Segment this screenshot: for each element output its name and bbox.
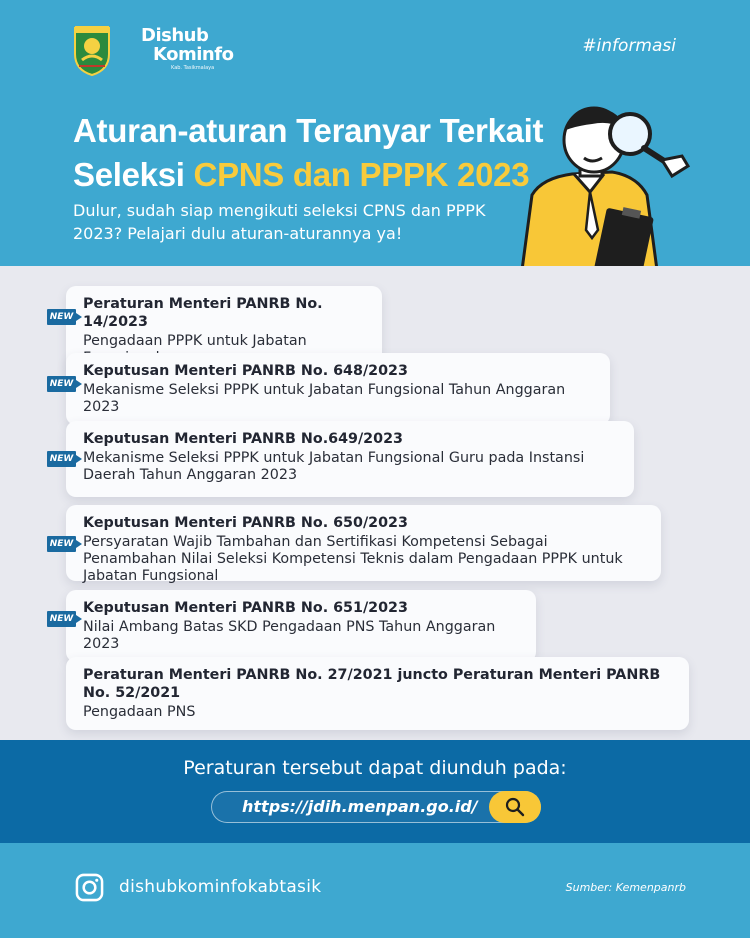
regulation-list — [0, 266, 750, 740]
page-title — [73, 109, 573, 197]
download-text: Peraturan tersebut dapat diunduh pada: — [183, 757, 567, 779]
brand-line2: Kominfo — [153, 44, 234, 65]
title-highlight: CPNS dan PPPK 2023 — [193, 156, 530, 193]
regulation-desc: Pengadaan PNS — [83, 704, 196, 720]
new-badge: NEW — [47, 611, 76, 627]
title-line1: Aturan-aturan Teranyar Terkait — [73, 112, 544, 149]
new-badge: NEW — [47, 451, 76, 467]
regulation-title: Peraturan Menteri PANRB No. 27/2021 juncto Peraturan Menteri PANRB No. 52/2021 — [83, 667, 661, 701]
regulation-desc: Mekanisme Seleksi PPPK untuk Jabatan Fungsional Tahun Anggaran 2023 — [83, 382, 566, 415]
search-icon — [505, 797, 525, 817]
title-line2 — [73, 153, 573, 197]
subtitle: Dulur, sudah siap mengikuti seleksi CPNS dan PPPK 2023? Pelajari dulu aturan-aturannya ya! — [73, 201, 486, 243]
regulation-card — [66, 421, 634, 497]
regulation-card — [66, 353, 610, 425]
new-badge: NEW — [47, 536, 76, 552]
regulation-card — [66, 505, 661, 584]
regulation-desc: Persyaratan Wajib Tambahan dan Sertifikasi Kompetensi Sebagai Penambahan Nilai Seleksi Kompetensi Teknis dalam Pengadaan PPPK untuk Jabatan Fungsional — [83, 534, 623, 584]
brand-line1: Dishub — [141, 25, 209, 46]
man-with-magnifier-illustration — [512, 100, 712, 266]
regulation-title: Peraturan Menteri PANRB No. 14/2023 — [83, 296, 323, 330]
brand-subtitle: Kab. Tasikmalaya — [171, 65, 215, 71]
regulation-desc: Mekanisme Seleksi PPPK untuk Jabatan Fungsional Guru pada Instansi Daerah Tahun Anggaran 2023 — [83, 450, 585, 483]
hashtag: #informasi — [582, 36, 676, 56]
new-badge: NEW — [47, 376, 76, 392]
footer — [0, 843, 750, 938]
title-part2: Seleksi — [73, 156, 194, 193]
instagram-icon — [75, 873, 104, 902]
download-url[interactable]: https://jdih.menpan.go.id/ — [242, 797, 478, 816]
regulation-card — [66, 590, 536, 662]
regulation-title: Keputusan Menteri PANRB No. 651/2023 — [83, 600, 408, 616]
regulation-title: Keputusan Menteri PANRB No. 650/2023 — [83, 515, 408, 531]
instagram-handle[interactable]: dishubkominfokabtasik — [119, 877, 322, 897]
regulation-desc: Pengadaan PPPK untuk Jabatan — [83, 333, 307, 349]
new-badge: NEW — [47, 309, 76, 325]
url-search-bar[interactable] — [211, 791, 541, 823]
regulation-card — [66, 657, 689, 730]
brand-logo — [141, 26, 233, 71]
regulation-desc: Nilai Ambang Batas SKD Pengadaan PNS Tahun Anggaran 2023 — [83, 619, 496, 652]
regency-emblem-icon — [73, 24, 111, 76]
download-section — [0, 740, 750, 843]
header-banner — [0, 0, 750, 266]
regulation-title: Keputusan Menteri PANRB No.649/2023 — [83, 431, 403, 447]
search-button[interactable] — [489, 791, 541, 823]
source-credit: Sumber: Kemenpanrb — [565, 881, 686, 894]
regulation-title: Keputusan Menteri PANRB No. 648/2023 — [83, 363, 408, 379]
